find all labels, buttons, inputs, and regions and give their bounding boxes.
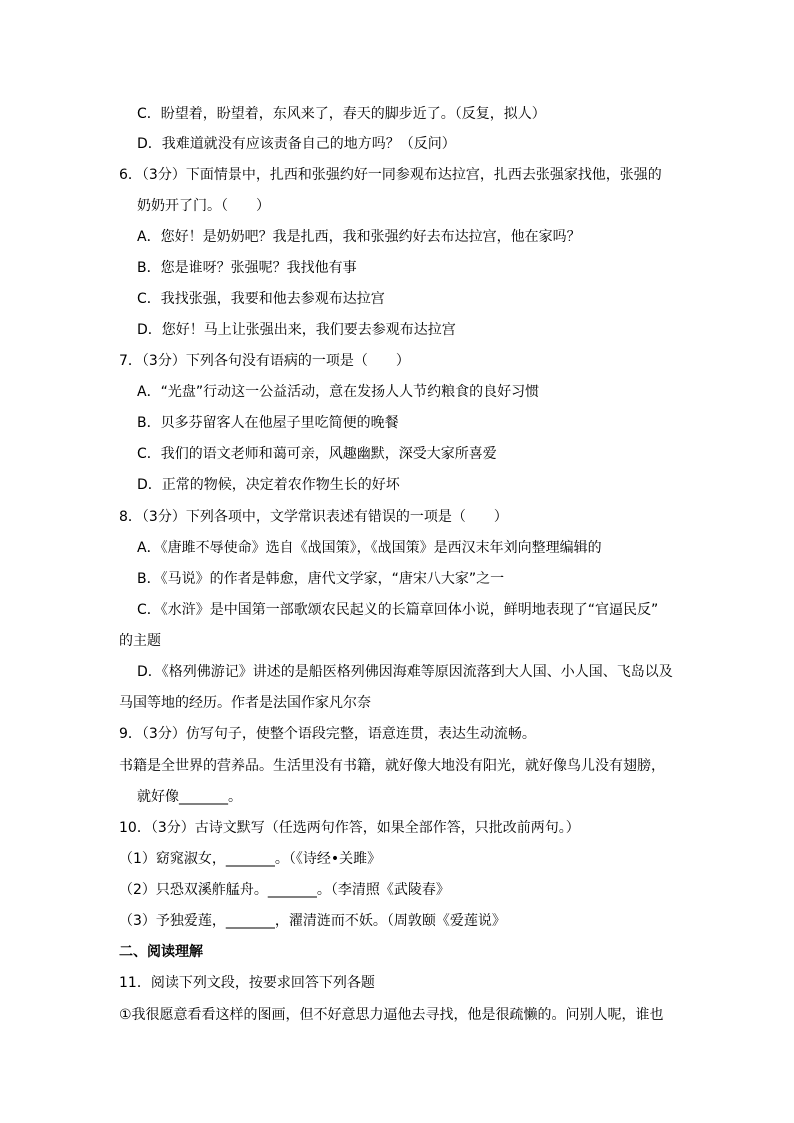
question-10-item-2: （2）只恐双溪舴艋舟。_______。（李清照《武陵春》 xyxy=(119,882,450,898)
option-8a: A．《唐雎不辱使命》选自《战国策》，《战国策》是西汉末年刘向整理编辑的 xyxy=(137,540,602,556)
option-8b: B．《马说》的作者是韩愈，唐代文学家，“唐宋八大家”之一 xyxy=(137,571,505,587)
option-6a: A．您好！是奶奶吧？我是扎西，我和张强约好去布达拉宫，他在家吗？ xyxy=(137,229,581,245)
question-9-blank: 就好像_______。 xyxy=(137,789,242,805)
option-7d: D．正常的物候，决定着农作物生长的好坏 xyxy=(137,477,400,493)
question-10-item-3: （3）予独爱莲，_______，濯清涟而不妖。（周敦颐《爱莲说》 xyxy=(119,913,506,929)
section-heading-reading: 二、阅读理解 xyxy=(119,944,203,960)
option-6b: B．您是谁呀？张强呢？我找他有事 xyxy=(137,260,357,276)
question-9-stem: 9．（3分）仿写句子，使整个语段完整，语意连贯，表达生动流畅。 xyxy=(119,726,536,742)
option-8c: C．《水浒》是中国第一部歌颂农民起义的长篇章回体小说，鲜明地表现了“官逼民反” xyxy=(137,602,659,618)
question-6-stem: 6．（3分）下面情景中，扎西和张强约好一同参观布达拉宫，扎西去张强家找他，张强的 xyxy=(119,167,662,183)
question-9-text: 书籍是全世界的营养品。生活里没有书籍，就好像大地没有阳光，就好像鸟儿没有翅膀， xyxy=(119,758,665,774)
question-8-stem: 8．（3分）下列各项中，文学常识表述有错误的一项是（ ） xyxy=(119,509,508,525)
question-11-stem: 11．阅读下列文段，按要求回答下列各题 xyxy=(119,975,375,991)
option-8c-cont: 的主题 xyxy=(119,633,161,649)
option-5d: D．我难道就没有应该责备自己的地方吗？（反问） xyxy=(137,136,456,152)
option-8d-cont: 马国等地的经历。作者是法国作家凡尔奈 xyxy=(119,695,371,711)
passage-paragraph-1: ①我很愿意看看这样的图画，但不好意思力逼他去寻找，他是很疏懒的。问别人呢，谁也 xyxy=(119,1007,664,1023)
option-8d: D．《格列佛游记》讲述的是船医格列佛因海难等原因流落到大人国、小人国、飞岛以及 xyxy=(137,664,673,680)
option-6c: C．我找张强，我要和他去参观布达拉宫 xyxy=(137,291,385,307)
question-6-stem-cont: 奶奶开了门。（ ） xyxy=(137,198,270,214)
option-5c: C．盼望着，盼望着，东风来了，春天的脚步近了。（反复，拟人） xyxy=(137,106,546,122)
question-10-stem: 10．（3分）古诗文默写（任选两句作答，如果全部作答，只批改前两句。） xyxy=(119,820,580,836)
option-7a: A．“光盘”行动这一公益活动，意在发扬人人节约粮食的良好习惯 xyxy=(137,384,540,400)
question-10-item-1: （1）窈窕淑女，_______。（《诗经•关雎》 xyxy=(119,851,382,867)
question-7-stem: 7．（3分）下列各句没有语病的一项是（ ） xyxy=(119,353,410,369)
option-7b: B．贝多芬留客人在他屋子里吃简便的晚餐 xyxy=(137,415,399,431)
option-6d: D．您好！马上让张强出来，我们要去参观布达拉宫 xyxy=(137,322,456,338)
option-7c: C．我们的语文老师和蔼可亲，风趣幽默，深受大家所喜爱 xyxy=(137,446,497,462)
